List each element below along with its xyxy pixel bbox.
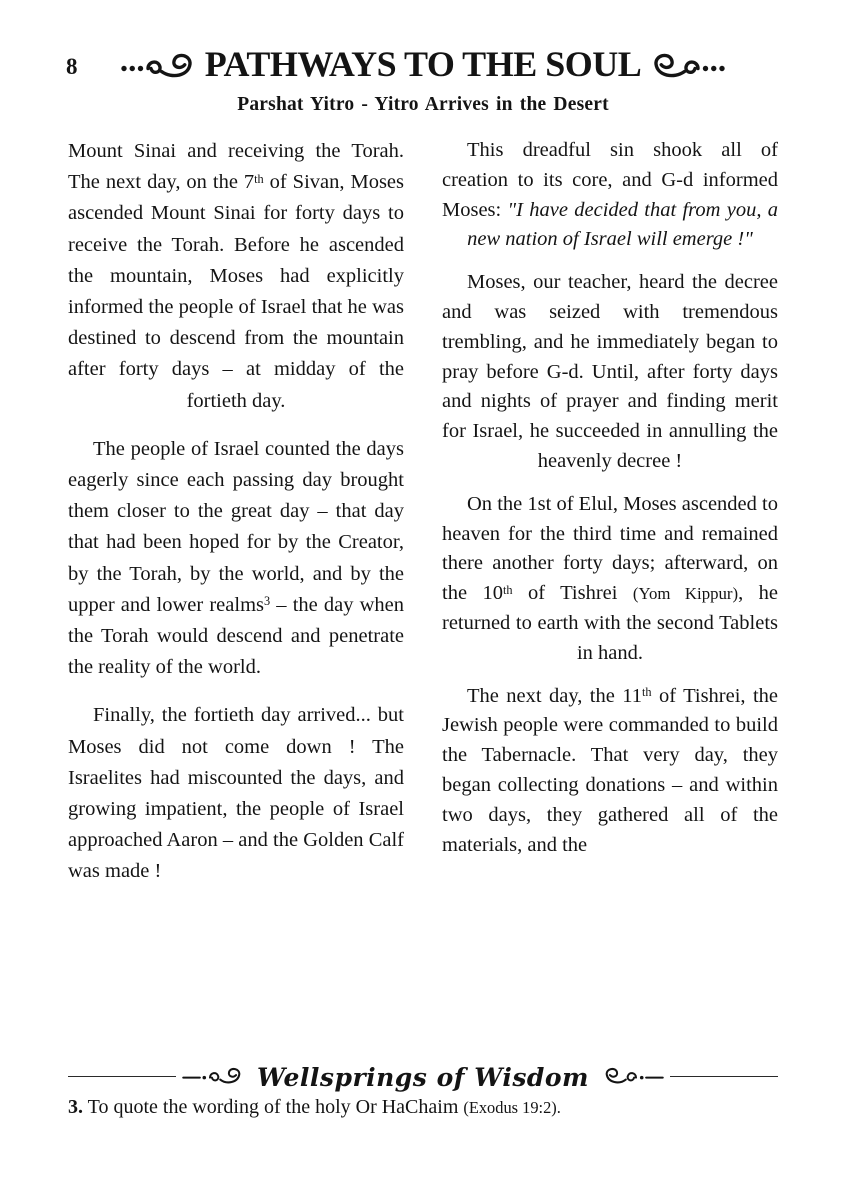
- body-paragraph: [442, 136, 778, 255]
- text-column-right: [442, 136, 778, 905]
- text-run: 3.: [68, 1096, 83, 1118]
- text-run: of Tishrei, the Jewish people were commanded to build the Tabernacle. That very day, they began collecting donations – and within two days, they gathered all of the materials, and the: [442, 684, 778, 856]
- footer-divider: [68, 1060, 778, 1094]
- body-text: [68, 136, 778, 905]
- title-flourish-right-icon: [649, 49, 729, 79]
- body-paragraph: [68, 434, 404, 684]
- text-run: of Tishrei: [512, 582, 633, 605]
- text-run: th: [641, 685, 652, 700]
- footer-flourish-left-icon: [182, 1067, 252, 1087]
- text-run: The people of Israel counted the days eagerly since each passing day brought them closer to the great day – that day that had been hoped for by the Creator, by the Torah, by the world, and by the upper and lower realms: [68, 437, 404, 616]
- text-run: (Yom Kippur): [632, 584, 739, 604]
- text-run: , he returned to earth with the second Tablets in hand.: [442, 582, 778, 664]
- text-run: Mount Sinai and receiving the Torah. The next day, on the 7: [68, 140, 404, 194]
- page-number: 8: [66, 54, 78, 79]
- body-paragraph: [68, 1094, 778, 1121]
- text-run: 3: [264, 594, 271, 609]
- text-run: of Sivan, Moses ascended Mount Sinai for forty days to receive the Torah. Before he ascended the mountain, Moses had explicitly informed the people of Israel that he was destined to descend from the mountain after forty days – at midday of the fortieth day.: [68, 171, 404, 412]
- text-run: th: [254, 171, 264, 186]
- body-paragraph: [442, 268, 778, 477]
- text-run: th: [502, 582, 513, 597]
- footer-ornament-text: Wellsprings of Wisdom: [256, 1062, 590, 1092]
- text-run: To quote the wording of the holy Or HaChaim: [83, 1096, 464, 1118]
- page-header: [0, 46, 846, 82]
- text-column-left: [68, 136, 404, 905]
- text-run: The next day, the 11: [467, 684, 642, 707]
- body-paragraph: [442, 682, 778, 861]
- body-paragraph: [68, 700, 404, 887]
- subtitle-row: [0, 94, 846, 116]
- text-run: This dreadful sin shook all of creation to its core, and G-d informed Moses:: [442, 139, 778, 221]
- body-paragraph: [442, 490, 778, 669]
- footer-flourish-right-icon: [594, 1067, 664, 1087]
- text-run: Moses, our teacher, heard the decree and was seized with tremendous trembling, and he immediately began to pray before G-d. Until, after forty days and nights of prayer and finding merit for Israel, he succeeded in annulling the heavenly decree !: [442, 271, 778, 472]
- text-run: On the 1st of Elul, Moses ascended to heaven for the third time and remained there another forty days; afterward, on the 10: [442, 492, 778, 605]
- footnote: [68, 1094, 778, 1121]
- text-run: "I have decided that from you, a new nation of Israel will emerge !": [467, 198, 778, 251]
- body-paragraph: [68, 136, 404, 417]
- title-flourish-left-icon: [117, 49, 197, 79]
- page-title: PATHWAYS TO THE SOUL: [204, 44, 642, 84]
- page-subtitle: Parshat Yitro - Yitro Arrives in the Desert: [237, 94, 609, 115]
- text-run: Finally, the fortieth day arrived... but Moses did not come down ! The Israelites had miscounted the days, and growing impatient, the people of Israel approached Aaron – and the Golden Calf was made !: [68, 704, 404, 883]
- text-run: (Exodus 19:2).: [463, 1098, 561, 1117]
- text-run: – the day when the Torah would descend and penetrate the reality of the world.: [68, 593, 405, 679]
